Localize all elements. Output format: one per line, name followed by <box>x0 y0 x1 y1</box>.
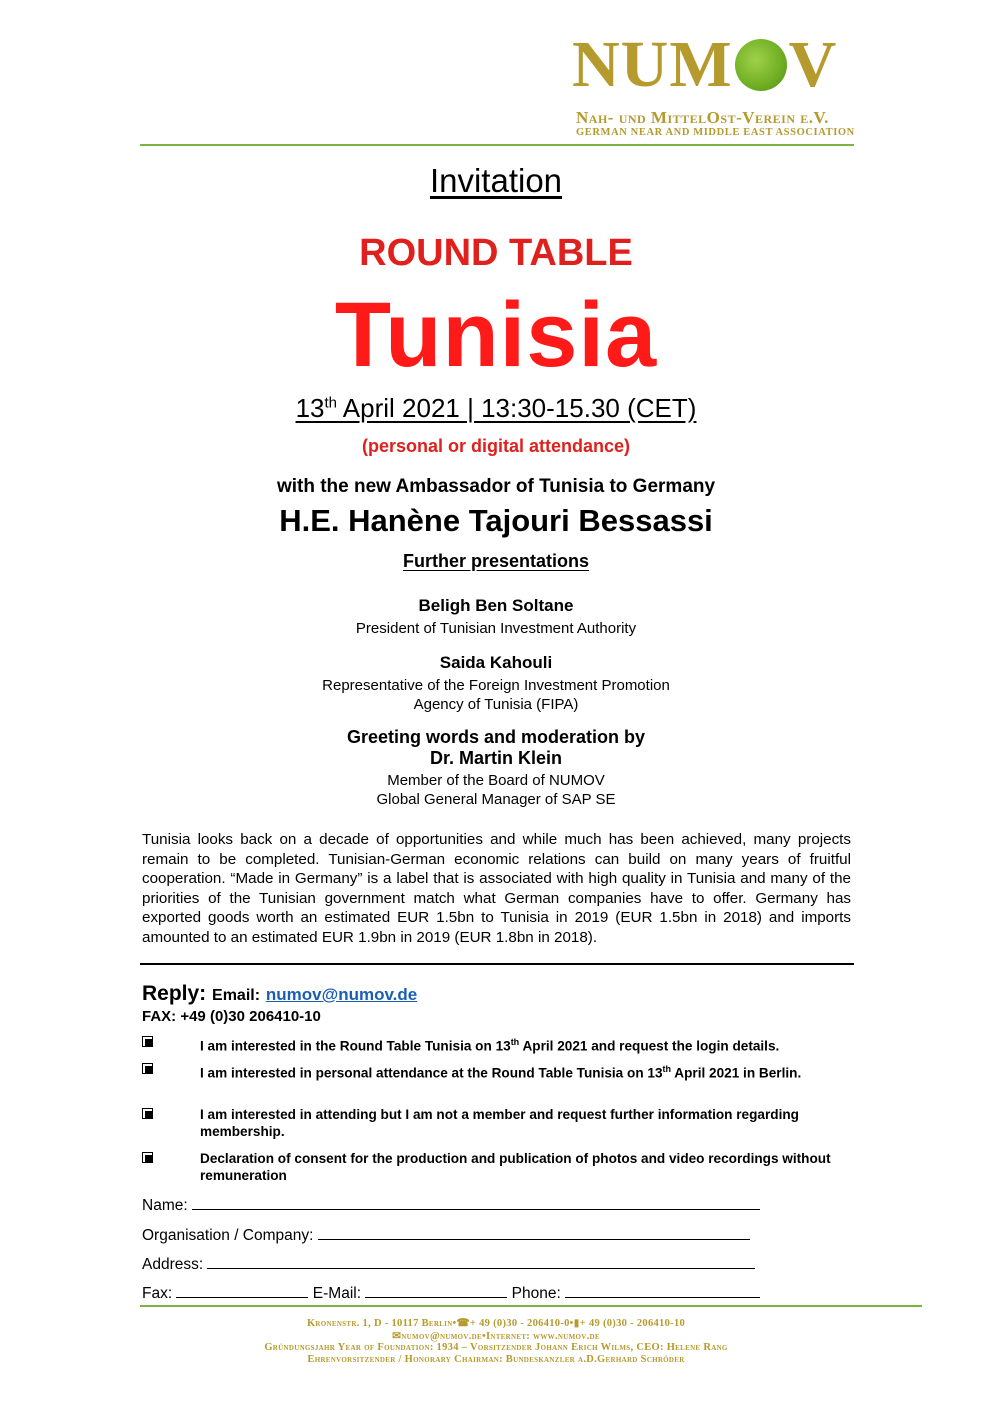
footer-divider <box>140 1305 922 1307</box>
logo-wordmark <box>572 28 838 101</box>
fax-number: FAX: +49 (0)30 206410-10 <box>142 1008 321 1025</box>
fax-label: Fax: <box>142 1285 173 1302</box>
option-label: Declaration of consent for the production and publication of photos and video recordings without remuneration <box>200 1151 831 1183</box>
logo-word-left: NUM <box>572 28 733 101</box>
organisation-field[interactable] <box>142 1225 750 1245</box>
footer-honorary: Ehrenvorsitzender / Honorary Chairman: Bundeskanzler a.D.Gerhard Schröder <box>307 1354 685 1365</box>
event-date: 13th April 2021 | 13:30-15.30 (CET) <box>295 393 697 423</box>
checkbox-icon[interactable] <box>142 1063 153 1074</box>
footer-address: Kronenstr. 1, D - 10117 Berlin•☎+ 49 (0)30 - 206410-0•▮+ 49 (0)30 - 206410-10 <box>306 1318 686 1329</box>
email-input[interactable] <box>365 1283 507 1298</box>
ambassador-intro: with the new Ambassador of Tunisia to Germany <box>276 476 716 497</box>
event-description: Tunisia looks back on a decade of opportunities and while much has been achieved, many projects remain to be completed. Tunisian-German economic relations can build on many years of fruitful cooperation. “Made in Germany” is a label that is associated with high quality in Tunisia and many of the priorities of the Tunisian government match what German companies have to offer. Germany has exported goods worth an estimated EUR 1.5bn to Tunisia in 2019 (EUR 1.5bn in 2018) and imports amounted to an estimated EUR 1.9bn in 2019 (EUR 1.8bn in 2018). <box>142 831 851 946</box>
event-type: ROUND TABLE <box>359 232 633 274</box>
moderator-role: Member of the Board of NUMOV <box>387 772 605 789</box>
footer-foundation: Gründungsjahr Year of Foundation: 1934 – Vorsitzender Johann Erich Wilms, CEO: Helene Rang <box>264 1342 728 1353</box>
footer-contact: ✉numov@numov.de•Internet: www.numov.de <box>392 1331 600 1342</box>
email-link[interactable]: numov@numov.de <box>265 985 418 1004</box>
contact-fields[interactable] <box>142 1283 782 1303</box>
option-login[interactable] <box>142 1034 862 1052</box>
speaker-role: Agency of Tunisia (FIPA) <box>413 696 579 713</box>
phone-input[interactable] <box>565 1283 760 1298</box>
reply-line: Reply: Email: numov@numov.de <box>142 982 418 1005</box>
further-presentations-heading: Further presentations <box>402 551 590 571</box>
moderation-heading: Greeting words and moderation by <box>346 727 646 747</box>
checkbox-icon[interactable] <box>142 1108 153 1119</box>
checkbox-icon[interactable] <box>142 1036 153 1047</box>
reply-divider <box>140 963 854 965</box>
logo-subtitle-en: GERMAN NEAR AND MIDDLE EAST ASSOCIATION <box>576 127 855 138</box>
checkbox-icon[interactable] <box>142 1152 153 1163</box>
logo-word-right: V <box>788 28 838 101</box>
speaker-role: Representative of the Foreign Investment Promotion <box>322 677 670 694</box>
name-label: Name: <box>142 1197 188 1214</box>
option-consent[interactable] <box>142 1150 862 1186</box>
header-divider <box>140 144 854 146</box>
email-label: E-Mail: <box>312 1285 362 1302</box>
moderator-role: Global General Manager of SAP SE <box>376 791 616 808</box>
organisation-input[interactable] <box>318 1225 750 1240</box>
organisation-label: Organisation / Company: <box>142 1227 314 1244</box>
address-label: Address: <box>142 1256 204 1273</box>
event-country: Tunisia <box>334 284 658 386</box>
ambassador-name: H.E. Hanène Tajouri Bessassi <box>279 503 713 538</box>
option-label: I am interested in attending but I am not a member and request further information regarding membership. <box>200 1107 799 1139</box>
address-input[interactable] <box>207 1254 755 1269</box>
globe-icon <box>735 39 787 91</box>
name-input[interactable] <box>192 1195 760 1210</box>
numov-logo <box>570 28 855 140</box>
moderator-name: Dr. Martin Klein <box>429 748 563 768</box>
option-label: I am interested in the Round Table Tunisia on 13th April 2021 and request the login details. <box>200 1037 780 1054</box>
address-field[interactable] <box>142 1254 755 1274</box>
fax-input[interactable] <box>176 1283 308 1298</box>
speaker-role: President of Tunisian Investment Authority <box>355 620 637 637</box>
name-field[interactable] <box>142 1195 760 1215</box>
speaker-name: Beligh Ben Soltane <box>418 596 574 615</box>
option-membership[interactable] <box>142 1106 862 1142</box>
phone-label: Phone: <box>511 1285 561 1302</box>
option-label: I am interested in personal attendance at the Round Table Tunisia on 13th April 2021 in Berlin. <box>200 1064 802 1081</box>
page-title: Invitation <box>429 162 563 199</box>
speaker-name: Saida Kahouli <box>439 653 553 672</box>
logo-subtitle: Nah- und MittelOst-Verein e.V. <box>576 108 829 127</box>
option-personal-attendance[interactable] <box>142 1061 862 1097</box>
attendance-note: (personal or digital attendance) <box>361 436 631 456</box>
